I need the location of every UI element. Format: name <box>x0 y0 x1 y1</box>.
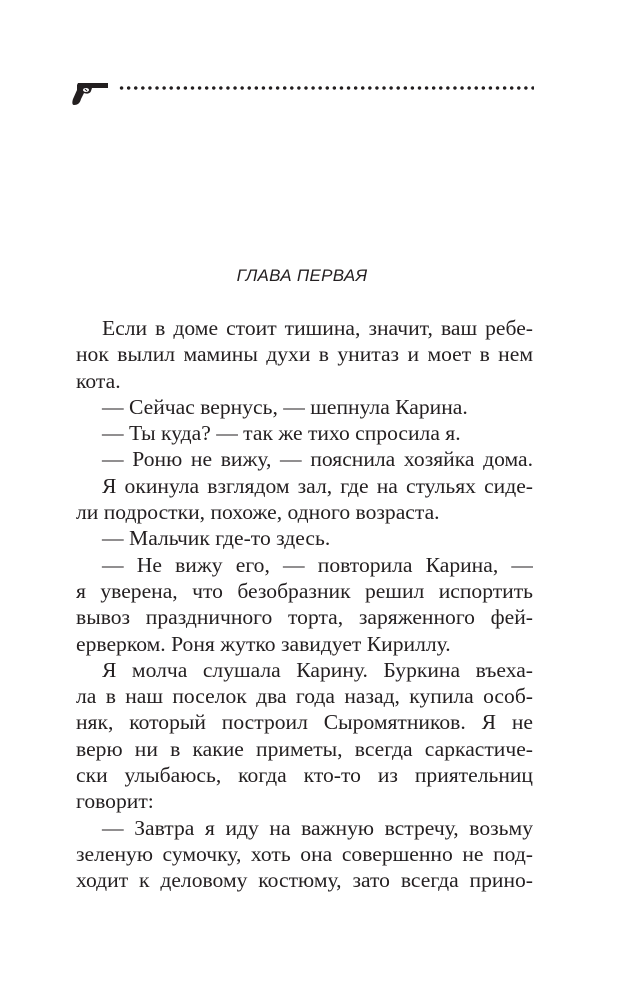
text-line: нок вылил мамины духи в унитаз и моет в нем <box>76 342 533 367</box>
text-line: кота. <box>76 368 121 393</box>
chapter-title: ГЛАВА ПЕРВАЯ <box>236 266 368 285</box>
body-text <box>76 315 533 894</box>
text-line: я уверена, что безобразник решил испортить <box>76 578 533 603</box>
text-line: вывоз праздничного торта, заряженного фей- <box>76 605 533 630</box>
text-line: Если в доме стоит тишина, значит, ваш ребе- <box>102 316 533 340</box>
text-line: Я окинула взглядом зал, где на стульях сиде- <box>102 473 533 498</box>
text-line: ски улыбаюсь, когда кто-то из приятельниц <box>76 763 533 788</box>
text-line: — Не вижу его, — повторила Карина, — <box>102 552 533 577</box>
dotted-rule <box>118 86 534 90</box>
text-line: говорит: <box>76 789 154 814</box>
revolver-icon <box>72 81 110 107</box>
text-line: — Сейчас вернусь, — шепнула Карина. <box>102 394 468 419</box>
text-line: ходит к деловому костюму, зато всегда прино- <box>76 868 533 893</box>
text-line: зеленую сумочку, хоть она совершенно не под- <box>76 841 533 866</box>
text-line: ерверком. Роня жутко завидует Кириллу. <box>76 631 451 656</box>
text-line: ли подростки, похоже, одного возраста. <box>76 500 440 525</box>
text-line: — Роню не вижу, — пояснила хозяйка дома. <box>102 447 533 472</box>
running-header <box>72 78 534 108</box>
text-line: — Завтра я иду на важную встречу, возьму <box>102 815 533 840</box>
text-line: — Ты куда? — так же тихо спросила я. <box>102 421 461 446</box>
text-line: ла в наш поселок два года назад, купила особ- <box>76 684 533 709</box>
text-line: няк, который построил Сыромятников. Я не <box>76 710 533 735</box>
text-line: верю ни в какие приметы, всегда саркастиче- <box>76 736 533 761</box>
text-line: Я молча слушала Карину. Буркина въеха- <box>102 657 533 682</box>
text-line: — Мальчик где-то здесь. <box>102 526 331 551</box>
